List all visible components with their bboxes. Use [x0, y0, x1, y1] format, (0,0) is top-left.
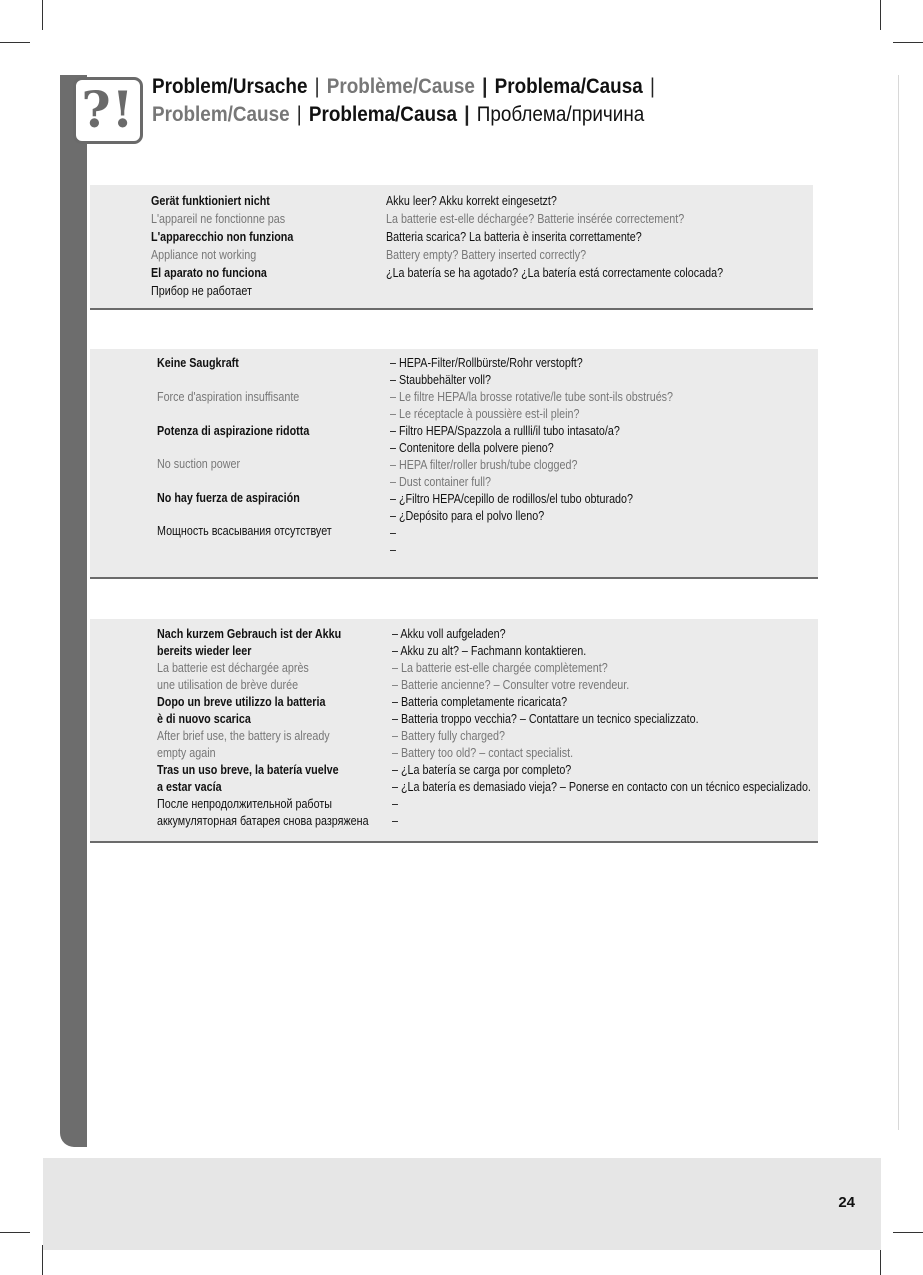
cause-text: – ¿Filtro HEPA/cepillo de rodillos/el tubo obturado?: [390, 492, 634, 506]
cause-text: La batterie est-elle déchargée? Batterie insérée correctement?: [386, 212, 685, 226]
problem-column: [157, 625, 369, 829]
cause-text: – Contenitore della polvere pieno?: [390, 441, 554, 455]
title-part: Problem/Cause: [152, 103, 290, 126]
problem-text: une utilisation de brève durée: [157, 678, 299, 692]
title-separator: |: [296, 103, 302, 126]
problem-text: Potenza di aspirazione ridotta: [157, 424, 310, 438]
title-part: Problema/Causa: [308, 103, 458, 126]
crop-mark: [893, 1232, 923, 1233]
cause-text: – Battery fully charged?: [392, 729, 505, 743]
crop-mark: [0, 1232, 30, 1233]
cause-column: [390, 355, 673, 559]
cause-text: ¿La batería se ha agotado? ¿La batería está correctamente colocada?: [386, 266, 724, 280]
crop-mark: [880, 0, 881, 30]
problem-text: Nach kurzem Gebrauch ist der Akku: [157, 627, 342, 641]
problem-text: a estar vacía: [157, 780, 222, 794]
cause-text: – La batterie est-elle chargée complètement?: [392, 661, 608, 675]
cause-text: Batteria scarica? La batteria è inserita correttamente?: [386, 230, 642, 244]
cause-text: – Staubbehälter voll?: [390, 373, 492, 387]
page-edge-rule: [898, 75, 899, 1130]
cause-text: – Filtro HEPA/Spazzola a rullli/il tubo intasato/a?: [390, 424, 620, 438]
problem-text: Мощность всасывания отсутствует: [157, 524, 332, 538]
cause-text: – ¿La batería es demasiado vieja? – Ponerse en contacto con un técnico especializado.: [392, 780, 811, 794]
title-separator: |: [482, 75, 488, 98]
title-part: Problem/Ursache: [152, 75, 308, 98]
cause-text: – Batteria completamente ricaricata?: [392, 695, 568, 709]
cause-text: – Akku zu alt? – Fachmann kontaktieren.: [392, 644, 587, 658]
problem-text: No suction power: [157, 457, 241, 471]
problem-text: Dopo un breve utilizzo la batteria: [157, 695, 326, 709]
problem-text: empty again: [157, 746, 216, 760]
cause-text: – Batterie ancienne? – Consulter votre revendeur.: [392, 678, 630, 692]
cause-text: – ¿Depósito para el polvo lleno?: [390, 509, 545, 523]
cause-text: – Batteria troppo vecchia? – Contattare un tecnico specializzato.: [392, 712, 699, 726]
problem-text: è di nuovo scarica: [157, 712, 251, 726]
problem-column: [151, 192, 293, 300]
problem-text: Прибор не работает: [151, 284, 252, 298]
problem-text: No hay fuerza de aspiración: [157, 491, 300, 505]
problem-column: [157, 355, 332, 540]
cause-text: –: [390, 543, 396, 557]
cause-text: – Dust container full?: [390, 475, 491, 489]
problem-text: After brief use, the battery is already: [157, 729, 330, 743]
title-part: Problème/Cause: [326, 75, 475, 98]
cause-text: – Le filtre HEPA/la brosse rotative/le tube sont-ils obstrués?: [390, 390, 674, 404]
problem-text: После непродолжительной работы: [157, 797, 332, 811]
problem-text: Appliance not working: [151, 248, 257, 262]
title-part: Problema/Causa: [494, 75, 643, 98]
title-separator: |: [314, 75, 320, 98]
cause-text: – HEPA filter/roller brush/tube clogged?: [390, 458, 578, 472]
cause-text: – Akku voll aufgeladen?: [392, 627, 506, 641]
problem-text: Tras un uso breve, la batería vuelve: [157, 763, 339, 777]
cause-text: –: [392, 797, 398, 811]
problem-text: bereits wieder leer: [157, 644, 252, 658]
cause-text: – Battery too old? – contact specialist.: [392, 746, 574, 760]
problem-table-row: [90, 619, 818, 843]
title-separator: |: [649, 75, 655, 98]
problem-text: L'appareil ne fonctionne pas: [151, 212, 286, 226]
cause-text: –: [390, 526, 396, 540]
cause-text: – HEPA-Filter/Rollbürste/Rohr verstopft?: [390, 356, 583, 370]
page-number: 24: [838, 1194, 855, 1211]
cause-text: Akku leer? Akku korrekt eingesetzt?: [386, 194, 557, 208]
problem-text: Keine Saugkraft: [157, 356, 239, 370]
problem-text: Force d'aspiration insuffisante: [157, 390, 300, 404]
page-footer: [43, 1158, 881, 1250]
problem-text: L'apparecchio non funziona: [151, 230, 294, 244]
problem-text: аккумуляторная батарея снова разряжена: [157, 814, 369, 828]
cause-column: [392, 625, 811, 829]
problem-text: Gerät funktioniert nicht: [151, 194, 270, 208]
cause-text: – Le réceptacle à poussière est-il plein?: [390, 407, 580, 421]
crop-mark: [893, 42, 923, 43]
cause-text: –: [392, 814, 398, 828]
problem-table-row: [90, 185, 813, 310]
problem-text: La batterie est déchargée après: [157, 661, 309, 675]
problem-table-row: [90, 349, 818, 579]
cause-text: Battery empty? Battery inserted correctly?: [386, 248, 587, 262]
problem-text: El aparato no funciona: [151, 266, 267, 280]
title-part: Проблема/причина: [476, 103, 645, 126]
cause-column: [386, 192, 723, 282]
page-title: [152, 73, 737, 129]
question-exclamation-icon: ?!: [73, 77, 143, 144]
title-separator: |: [464, 103, 470, 126]
sidebar-bar: [60, 75, 87, 1147]
crop-mark: [0, 42, 30, 43]
crop-mark: [42, 0, 43, 30]
cause-text: – ¿La batería se carga por completo?: [392, 763, 572, 777]
